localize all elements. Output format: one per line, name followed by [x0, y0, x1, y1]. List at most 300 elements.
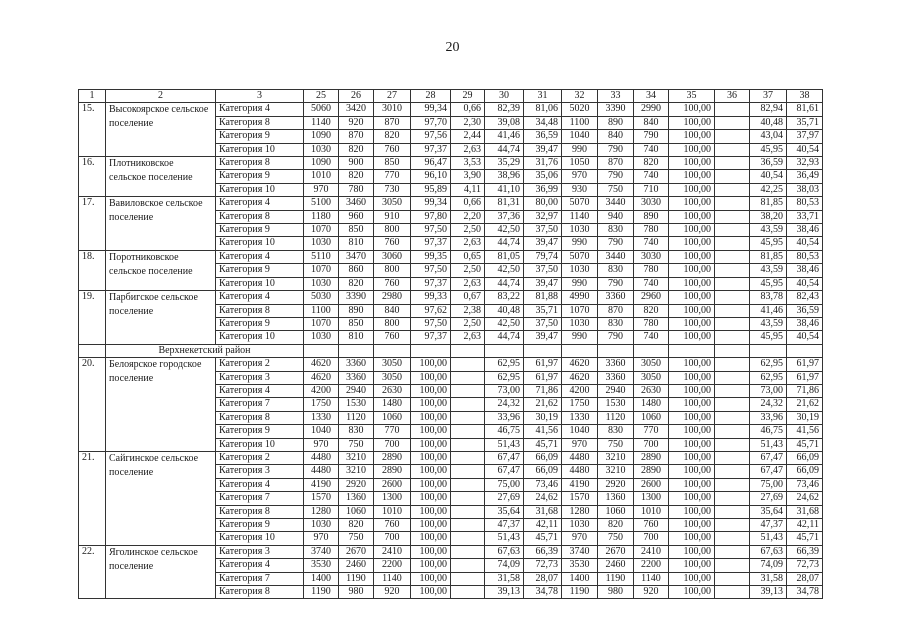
value-cell: 2960	[634, 291, 669, 304]
value-cell: 34,48	[524, 116, 562, 129]
value-cell: 790	[598, 170, 634, 183]
value-cell: 39,13	[485, 586, 524, 599]
value-cell: 97,56	[411, 130, 451, 143]
value-cell: 67,47	[485, 465, 524, 478]
category-cell: Категория 3	[216, 371, 304, 384]
value-cell	[451, 545, 485, 558]
value-cell: 73,46	[787, 478, 823, 491]
column-header: 31	[524, 90, 562, 103]
column-header: 30	[485, 90, 524, 103]
row-index: 17.	[79, 197, 106, 251]
value-cell: 3740	[304, 545, 339, 558]
value-cell: 980	[598, 586, 634, 599]
value-cell: 1300	[634, 492, 669, 505]
column-header: 29	[451, 90, 485, 103]
value-cell: 35,29	[485, 157, 524, 170]
district-empty-cell	[524, 344, 562, 357]
value-cell	[715, 224, 750, 237]
value-cell: 1280	[304, 505, 339, 518]
category-cell: Категория 4	[216, 384, 304, 397]
value-cell: 770	[374, 425, 411, 438]
value-cell: 2460	[339, 559, 374, 572]
value-cell: 100,00	[669, 331, 715, 344]
value-cell: 780	[339, 183, 374, 196]
value-cell: 1070	[304, 224, 339, 237]
value-cell: 100,00	[669, 237, 715, 250]
value-cell: 2890	[374, 451, 411, 464]
value-cell: 1060	[598, 505, 634, 518]
category-cell: Категория 10	[216, 532, 304, 545]
value-cell: 4190	[562, 478, 598, 491]
value-cell	[451, 572, 485, 585]
value-cell: 700	[634, 438, 669, 451]
value-cell: 830	[598, 264, 634, 277]
value-cell: 35,71	[787, 116, 823, 129]
value-cell: 83,78	[750, 291, 787, 304]
row-index: 21.	[79, 451, 106, 545]
value-cell	[715, 411, 750, 424]
value-cell: 80,53	[787, 197, 823, 210]
value-cell	[715, 210, 750, 223]
value-cell: 700	[634, 532, 669, 545]
value-cell: 67,47	[750, 451, 787, 464]
settlement-name: Парбигское сельское поселение	[106, 291, 216, 345]
value-cell: 43,59	[750, 317, 787, 330]
value-cell: 35,64	[750, 505, 787, 518]
category-cell: Категория 4	[216, 559, 304, 572]
value-cell	[451, 398, 485, 411]
value-cell	[715, 545, 750, 558]
value-cell: 34,78	[524, 586, 562, 599]
category-cell: Категория 7	[216, 398, 304, 411]
value-cell: 970	[304, 532, 339, 545]
value-cell: 81,88	[524, 291, 562, 304]
value-cell: 37,50	[524, 224, 562, 237]
value-cell	[715, 237, 750, 250]
value-cell: 45,71	[524, 532, 562, 545]
value-cell: 80,00	[524, 197, 562, 210]
value-cell: 900	[339, 157, 374, 170]
value-cell: 100,00	[669, 103, 715, 116]
value-cell: 830	[598, 425, 634, 438]
category-cell: Категория 9	[216, 170, 304, 183]
value-cell: 980	[339, 586, 374, 599]
value-cell: 1140	[304, 116, 339, 129]
value-cell: 3,90	[451, 170, 485, 183]
value-cell: 100,00	[411, 358, 451, 371]
value-cell: 51,43	[485, 532, 524, 545]
value-cell: 800	[374, 264, 411, 277]
row-index: 22.	[79, 545, 106, 599]
value-cell: 820	[339, 170, 374, 183]
value-cell: 40,54	[787, 331, 823, 344]
value-cell	[715, 317, 750, 330]
table-body	[79, 90, 823, 599]
value-cell	[715, 398, 750, 411]
table-row	[79, 451, 823, 464]
value-cell: 1070	[304, 264, 339, 277]
value-cell: 1190	[339, 572, 374, 585]
value-cell: 3030	[634, 250, 669, 263]
value-cell: 2200	[634, 559, 669, 572]
value-cell: 100,00	[669, 465, 715, 478]
value-cell: 42,11	[787, 519, 823, 532]
value-cell: 2,50	[451, 264, 485, 277]
value-cell: 1070	[562, 304, 598, 317]
value-cell: 43,04	[750, 130, 787, 143]
value-cell: 24,32	[750, 398, 787, 411]
value-cell: 1140	[562, 210, 598, 223]
value-cell	[451, 411, 485, 424]
value-cell: 97,80	[411, 210, 451, 223]
value-cell: 97,37	[411, 143, 451, 156]
value-cell: 830	[598, 224, 634, 237]
value-cell: 66,09	[787, 465, 823, 478]
value-cell: 97,70	[411, 116, 451, 129]
value-cell	[451, 465, 485, 478]
table-row	[79, 157, 823, 170]
value-cell: 39,47	[524, 331, 562, 344]
row-index: 18.	[79, 250, 106, 290]
value-cell: 31,58	[750, 572, 787, 585]
value-cell	[715, 438, 750, 451]
value-cell: 3420	[339, 103, 374, 116]
value-cell: 1190	[598, 572, 634, 585]
value-cell: 34,78	[787, 586, 823, 599]
value-cell: 2,50	[451, 317, 485, 330]
value-cell: 3210	[598, 465, 634, 478]
value-cell	[451, 384, 485, 397]
column-header: 2	[106, 90, 216, 103]
value-cell: 2,30	[451, 116, 485, 129]
value-cell: 1030	[304, 277, 339, 290]
value-cell: 760	[374, 143, 411, 156]
value-cell: 82,39	[485, 103, 524, 116]
value-cell: 700	[374, 532, 411, 545]
value-cell: 46,75	[485, 425, 524, 438]
value-cell: 31,58	[485, 572, 524, 585]
value-cell: 42,11	[524, 519, 562, 532]
value-cell: 4620	[562, 358, 598, 371]
value-cell: 100,00	[669, 358, 715, 371]
value-cell: 1090	[304, 157, 339, 170]
category-cell: Категория 2	[216, 358, 304, 371]
value-cell: 3060	[374, 250, 411, 263]
value-cell: 1060	[374, 411, 411, 424]
value-cell: 1120	[339, 411, 374, 424]
value-cell: 47,37	[750, 519, 787, 532]
value-cell: 870	[374, 116, 411, 129]
value-cell: 61,97	[524, 358, 562, 371]
table-row	[79, 358, 823, 371]
value-cell: 62,95	[750, 371, 787, 384]
value-cell: 73,00	[750, 384, 787, 397]
value-cell: 100,00	[669, 532, 715, 545]
value-cell: 100,00	[669, 519, 715, 532]
value-cell: 43,59	[750, 224, 787, 237]
value-cell: 3050	[374, 358, 411, 371]
value-cell: 46,75	[750, 425, 787, 438]
value-cell: 1030	[304, 143, 339, 156]
value-cell: 810	[339, 331, 374, 344]
value-cell: 41,56	[524, 425, 562, 438]
table-row	[79, 545, 823, 558]
value-cell: 21,62	[524, 398, 562, 411]
district-empty-cell	[79, 344, 106, 357]
value-cell: 81,31	[485, 197, 524, 210]
value-cell: 35,71	[524, 304, 562, 317]
category-cell: Категория 9	[216, 425, 304, 438]
value-cell: 31,76	[524, 157, 562, 170]
value-cell: 970	[562, 532, 598, 545]
value-cell	[451, 505, 485, 518]
value-cell: 36,59	[750, 157, 787, 170]
value-cell: 35,06	[524, 170, 562, 183]
column-header: 26	[339, 90, 374, 103]
value-cell: 42,50	[485, 224, 524, 237]
value-cell: 4990	[562, 291, 598, 304]
value-cell: 38,96	[485, 170, 524, 183]
value-cell: 47,37	[485, 519, 524, 532]
category-cell: Категория 7	[216, 572, 304, 585]
column-header: 38	[787, 90, 823, 103]
value-cell: 740	[634, 331, 669, 344]
category-cell: Категория 8	[216, 411, 304, 424]
value-cell: 2630	[374, 384, 411, 397]
value-cell: 1480	[634, 398, 669, 411]
value-cell: 810	[339, 237, 374, 250]
value-cell	[715, 451, 750, 464]
data-table	[78, 89, 823, 599]
value-cell: 1530	[598, 398, 634, 411]
value-cell: 51,43	[485, 438, 524, 451]
value-cell: 2990	[634, 103, 669, 116]
value-cell: 3210	[339, 465, 374, 478]
value-cell: 44,74	[485, 331, 524, 344]
value-cell: 4200	[304, 384, 339, 397]
value-cell	[715, 103, 750, 116]
value-cell: 2200	[374, 559, 411, 572]
value-cell: 40,54	[787, 237, 823, 250]
value-cell: 99,35	[411, 250, 451, 263]
value-cell: 100,00	[411, 465, 451, 478]
category-cell: Категория 3	[216, 465, 304, 478]
category-cell: Категория 9	[216, 317, 304, 330]
value-cell: 3210	[339, 451, 374, 464]
value-cell: 100,00	[669, 425, 715, 438]
district-empty-cell	[411, 344, 451, 357]
value-cell: 32,93	[787, 157, 823, 170]
value-cell: 100,00	[411, 532, 451, 545]
value-cell: 2,63	[451, 237, 485, 250]
value-cell: 740	[634, 143, 669, 156]
value-cell: 31,68	[787, 505, 823, 518]
category-cell: Категория 8	[216, 586, 304, 599]
value-cell: 910	[374, 210, 411, 223]
value-cell: 81,05	[485, 250, 524, 263]
value-cell	[715, 197, 750, 210]
value-cell: 37,36	[485, 210, 524, 223]
value-cell: 1050	[562, 157, 598, 170]
value-cell: 2,63	[451, 143, 485, 156]
value-cell: 97,50	[411, 224, 451, 237]
value-cell: 0,65	[451, 250, 485, 263]
value-cell: 3010	[374, 103, 411, 116]
value-cell: 890	[598, 116, 634, 129]
value-cell: 67,47	[750, 465, 787, 478]
value-cell: 97,37	[411, 277, 451, 290]
value-cell: 1400	[562, 572, 598, 585]
value-cell: 760	[374, 331, 411, 344]
value-cell: 990	[562, 277, 598, 290]
value-cell: 100,00	[669, 586, 715, 599]
value-cell: 820	[339, 277, 374, 290]
category-cell: Категория 8	[216, 304, 304, 317]
value-cell: 100,00	[411, 492, 451, 505]
value-cell: 4200	[562, 384, 598, 397]
value-cell: 1070	[304, 317, 339, 330]
value-cell: 750	[598, 438, 634, 451]
value-cell: 2630	[634, 384, 669, 397]
value-cell: 99,33	[411, 291, 451, 304]
value-cell: 4620	[304, 358, 339, 371]
value-cell: 790	[598, 237, 634, 250]
value-cell: 960	[339, 210, 374, 223]
value-cell: 33,71	[787, 210, 823, 223]
category-cell: Категория 8	[216, 157, 304, 170]
value-cell: 2940	[339, 384, 374, 397]
value-cell: 920	[374, 586, 411, 599]
category-cell: Категория 10	[216, 237, 304, 250]
value-cell: 37,97	[787, 130, 823, 143]
value-cell: 100,00	[669, 505, 715, 518]
value-cell: 35,64	[485, 505, 524, 518]
value-cell: 51,43	[750, 532, 787, 545]
value-cell: 5020	[562, 103, 598, 116]
value-cell: 1570	[304, 492, 339, 505]
value-cell: 43,59	[750, 264, 787, 277]
category-cell: Категория 4	[216, 291, 304, 304]
value-cell: 81,85	[750, 197, 787, 210]
value-cell: 770	[634, 425, 669, 438]
value-cell: 100,00	[669, 264, 715, 277]
value-cell: 5070	[562, 250, 598, 263]
value-cell: 1190	[304, 586, 339, 599]
value-cell: 3360	[339, 358, 374, 371]
value-cell: 0,66	[451, 103, 485, 116]
value-cell: 870	[598, 157, 634, 170]
value-cell: 970	[562, 170, 598, 183]
value-cell: 44,74	[485, 237, 524, 250]
value-cell: 2,20	[451, 210, 485, 223]
value-cell: 42,25	[750, 183, 787, 196]
value-cell: 1120	[598, 411, 634, 424]
row-index: 15.	[79, 103, 106, 157]
value-cell: 41,46	[485, 130, 524, 143]
value-cell: 24,32	[485, 398, 524, 411]
category-cell: Категория 10	[216, 183, 304, 196]
value-cell: 5030	[304, 291, 339, 304]
value-cell: 30,19	[787, 411, 823, 424]
value-cell: 3360	[339, 371, 374, 384]
value-cell: 40,54	[787, 143, 823, 156]
value-cell: 100,00	[411, 572, 451, 585]
value-cell: 3530	[304, 559, 339, 572]
category-cell: Категория 7	[216, 492, 304, 505]
value-cell: 67,47	[485, 451, 524, 464]
district-empty-cell	[715, 344, 750, 357]
value-cell: 0,67	[451, 291, 485, 304]
settlement-name: Белоярское городское поселение	[106, 358, 216, 452]
value-cell: 780	[634, 264, 669, 277]
value-cell: 740	[634, 237, 669, 250]
value-cell: 100,00	[669, 210, 715, 223]
value-cell: 790	[598, 143, 634, 156]
value-cell: 97,50	[411, 317, 451, 330]
value-cell: 66,09	[524, 451, 562, 464]
value-cell: 1040	[304, 425, 339, 438]
value-cell: 820	[374, 130, 411, 143]
value-cell: 2920	[339, 478, 374, 491]
row-index: 19.	[79, 291, 106, 345]
district-empty-cell	[451, 344, 485, 357]
value-cell: 73,00	[485, 384, 524, 397]
value-cell: 80,53	[787, 250, 823, 263]
value-cell: 66,09	[524, 465, 562, 478]
value-cell: 38,20	[750, 210, 787, 223]
value-cell: 1750	[304, 398, 339, 411]
value-cell	[715, 559, 750, 572]
value-cell	[451, 371, 485, 384]
value-cell: 100,00	[411, 384, 451, 397]
value-cell: 38,46	[787, 224, 823, 237]
value-cell: 820	[634, 157, 669, 170]
value-cell: 4620	[562, 371, 598, 384]
value-cell: 24,62	[524, 492, 562, 505]
value-cell: 100,00	[411, 411, 451, 424]
value-cell: 61,97	[787, 358, 823, 371]
value-cell: 97,37	[411, 237, 451, 250]
value-cell	[715, 358, 750, 371]
value-cell: 96,10	[411, 170, 451, 183]
value-cell: 100,00	[669, 398, 715, 411]
value-cell: 930	[562, 183, 598, 196]
column-header: 32	[562, 90, 598, 103]
value-cell: 1570	[562, 492, 598, 505]
value-cell: 1040	[562, 425, 598, 438]
value-cell	[715, 465, 750, 478]
category-cell: Категория 4	[216, 103, 304, 116]
value-cell: 51,43	[750, 438, 787, 451]
value-cell: 5110	[304, 250, 339, 263]
value-cell: 3,53	[451, 157, 485, 170]
category-cell: Категория 10	[216, 331, 304, 344]
value-cell: 28,07	[787, 572, 823, 585]
value-cell: 2920	[598, 478, 634, 491]
value-cell: 100,00	[411, 545, 451, 558]
district-empty-cell	[485, 344, 524, 357]
column-header: 1	[79, 90, 106, 103]
value-cell	[715, 586, 750, 599]
value-cell: 100,00	[669, 170, 715, 183]
value-cell: 970	[562, 438, 598, 451]
row-index: 16.	[79, 157, 106, 197]
value-cell: 1090	[304, 130, 339, 143]
value-cell: 760	[634, 519, 669, 532]
value-cell: 800	[374, 317, 411, 330]
value-cell: 36,59	[787, 304, 823, 317]
value-cell: 890	[339, 304, 374, 317]
